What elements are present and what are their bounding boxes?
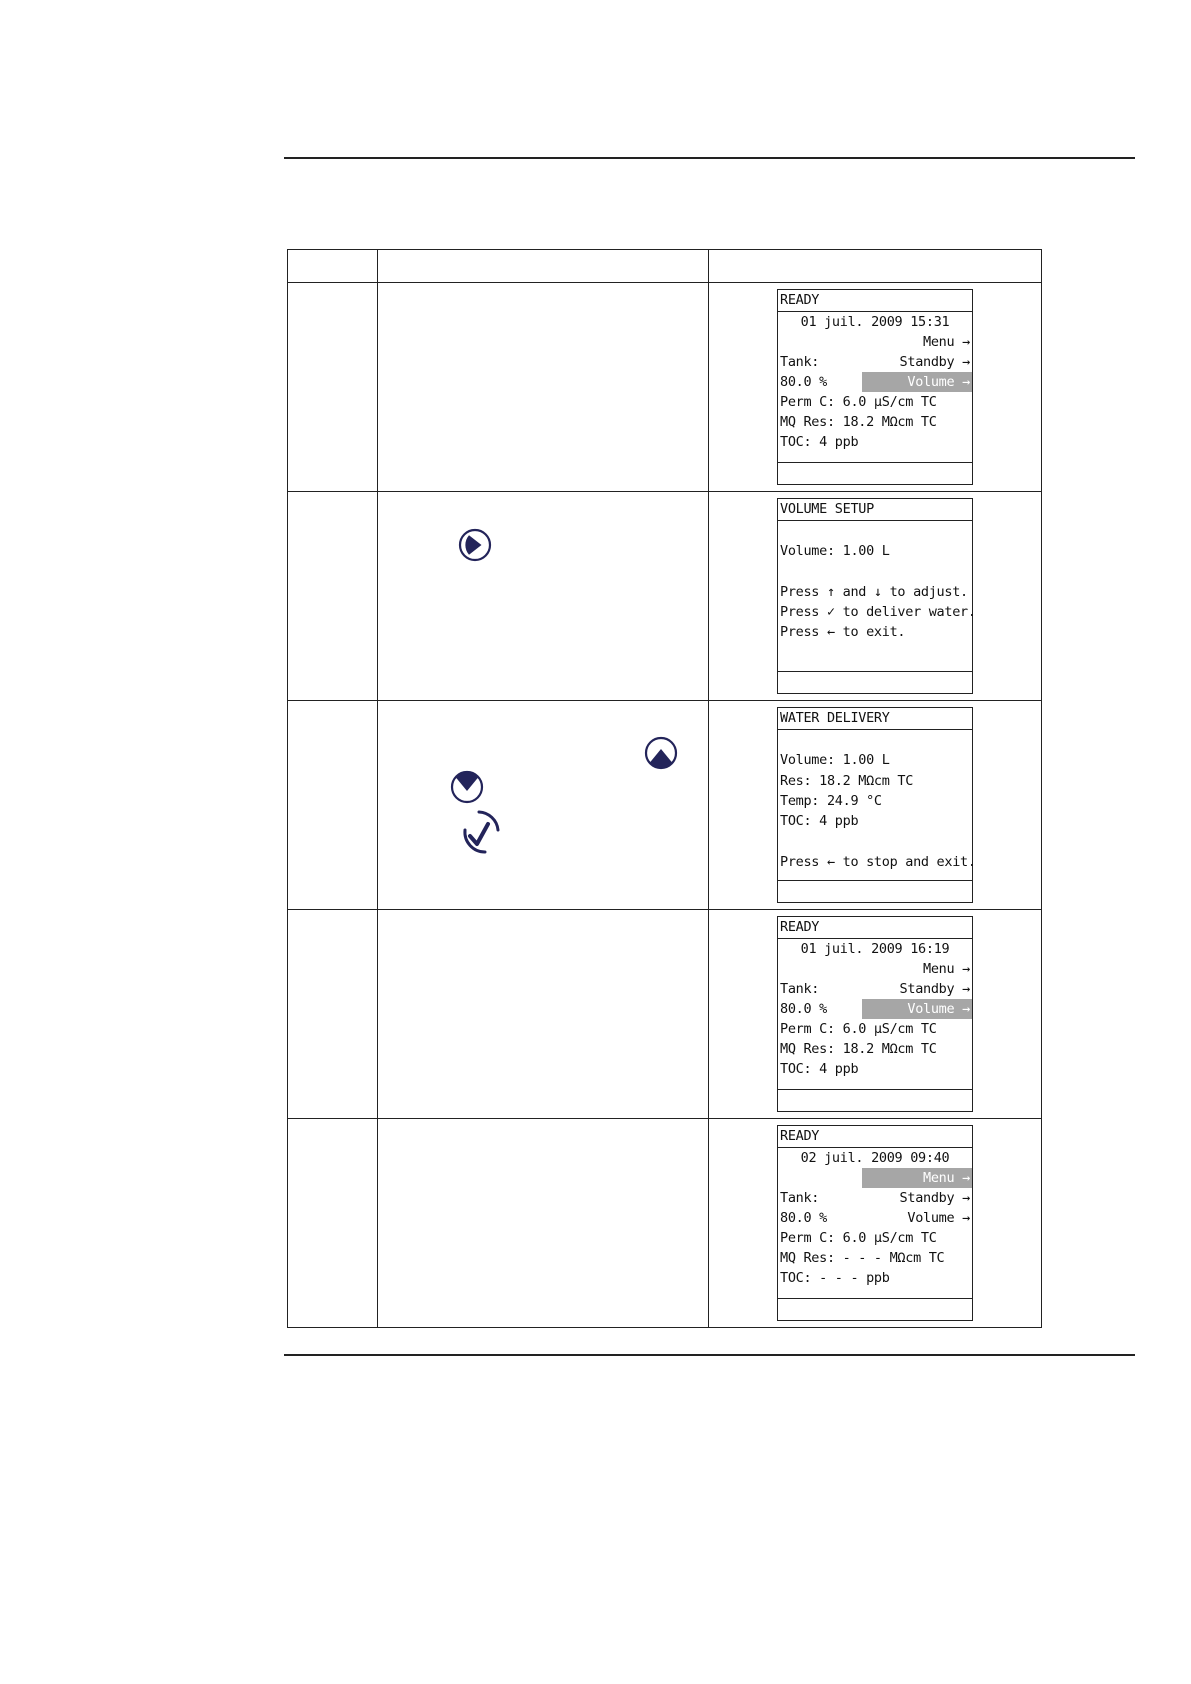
lcd-screen <box>777 916 973 1112</box>
lcd-instruction-deliver: Press ✓ to deliver water. <box>780 604 976 620</box>
table-header-row <box>288 250 1042 283</box>
lcd-volume-line: Volume: 1.00 L <box>780 543 890 559</box>
lcd-title: READY <box>778 917 972 939</box>
procedure-table <box>287 249 1042 1328</box>
lcd-perm-line: Perm C: 6.0 µS/cm TC <box>780 1230 937 1246</box>
lcd-screen <box>777 1125 973 1321</box>
lcd-standby-item: Standby → <box>899 981 970 997</box>
lcd-standby-item: Standby → <box>899 1190 970 1206</box>
lcd-tank-level: 80.0 % <box>780 1001 827 1017</box>
step-cell <box>288 492 378 701</box>
lcd-mq-line: MQ Res: 18.2 MΩcm TC <box>780 1041 937 1057</box>
lcd-date: 01 juil. 2009 16:19 <box>800 941 950 957</box>
header-step-cell <box>288 250 378 283</box>
check-button-icon <box>451 804 507 860</box>
step-cell <box>288 283 378 492</box>
action-cell <box>378 283 709 492</box>
step-cell <box>288 701 378 910</box>
step-cell <box>288 910 378 1119</box>
action-cell <box>378 1119 709 1328</box>
down-button-icon <box>450 770 484 804</box>
table-row <box>288 910 1042 1119</box>
header-display-cell <box>709 250 1042 283</box>
lcd-tank-label: Tank: <box>780 1190 820 1206</box>
lcd-footer <box>778 671 972 693</box>
lcd-perm-line: Perm C: 6.0 µS/cm TC <box>780 1021 937 1037</box>
table-row <box>288 283 1042 492</box>
lcd-title: VOLUME SETUP <box>778 499 972 521</box>
lcd-mq-line: MQ Res: - - - MΩcm TC <box>780 1250 945 1266</box>
table-row <box>288 492 1042 701</box>
lcd-mq-line: MQ Res: 18.2 MΩcm TC <box>780 414 937 430</box>
display-cell <box>709 701 1042 910</box>
lcd-footer <box>778 880 972 902</box>
lcd-toc-line: TOC: 4 ppb <box>780 434 859 450</box>
table-row <box>288 1119 1042 1328</box>
up-button-icon <box>644 736 678 770</box>
lcd-volume-item: Volume → <box>862 372 972 392</box>
lcd-res-line: Res: 18.2 MΩcm TC <box>780 773 914 789</box>
display-cell <box>709 1119 1042 1328</box>
lcd-menu-item: Menu → <box>862 1168 972 1188</box>
lcd-temp-line: Temp: 24.9 °C <box>780 793 882 809</box>
action-cell <box>378 701 709 910</box>
lcd-toc-line: TOC: 4 ppb <box>780 813 859 829</box>
lcd-volume-item: Volume → <box>862 999 972 1019</box>
lcd-tank-label: Tank: <box>780 981 820 997</box>
action-cell <box>378 910 709 1119</box>
lcd-instruction-adjust: Press ↑ and ↓ to adjust. <box>780 584 968 600</box>
step-cell <box>288 1119 378 1328</box>
lcd-date: 01 juil. 2009 15:31 <box>800 314 950 330</box>
lcd-screen <box>777 289 973 485</box>
lcd-footer <box>778 462 972 484</box>
lcd-footer <box>778 1298 972 1320</box>
lcd-screen <box>777 498 976 694</box>
right-button-icon <box>458 528 492 562</box>
table-row <box>288 701 1042 910</box>
lcd-title: WATER DELIVERY <box>778 708 972 730</box>
lcd-toc-line: TOC: 4 ppb <box>780 1061 859 1077</box>
lcd-volume-item: Volume → <box>907 1210 970 1226</box>
header-action-cell <box>378 250 709 283</box>
display-cell <box>709 283 1042 492</box>
lcd-menu-item: Menu → <box>923 334 970 350</box>
lcd-tank-level: 80.0 % <box>780 374 827 390</box>
display-cell <box>709 492 1042 701</box>
lcd-volume-line: Volume: 1.00 L <box>780 752 890 768</box>
lcd-standby-item: Standby → <box>899 354 970 370</box>
bottom-rule <box>284 1354 1135 1356</box>
top-rule <box>284 157 1135 159</box>
lcd-menu-item: Menu → <box>923 961 970 977</box>
lcd-date: 02 juil. 2009 09:40 <box>800 1150 950 1166</box>
display-cell <box>709 910 1042 1119</box>
action-cell <box>378 492 709 701</box>
lcd-toc-line: TOC: - - - ppb <box>780 1270 890 1286</box>
lcd-instruction-stop: Press ← to stop and exit. <box>780 854 976 870</box>
lcd-tank-label: Tank: <box>780 354 820 370</box>
lcd-perm-line: Perm C: 6.0 µS/cm TC <box>780 394 937 410</box>
lcd-footer <box>778 1089 972 1111</box>
lcd-title: READY <box>778 1126 972 1148</box>
lcd-screen <box>777 707 976 903</box>
lcd-instruction-exit: Press ← to exit. <box>780 624 906 640</box>
lcd-title: READY <box>778 290 972 312</box>
lcd-tank-level: 80.0 % <box>780 1210 827 1226</box>
